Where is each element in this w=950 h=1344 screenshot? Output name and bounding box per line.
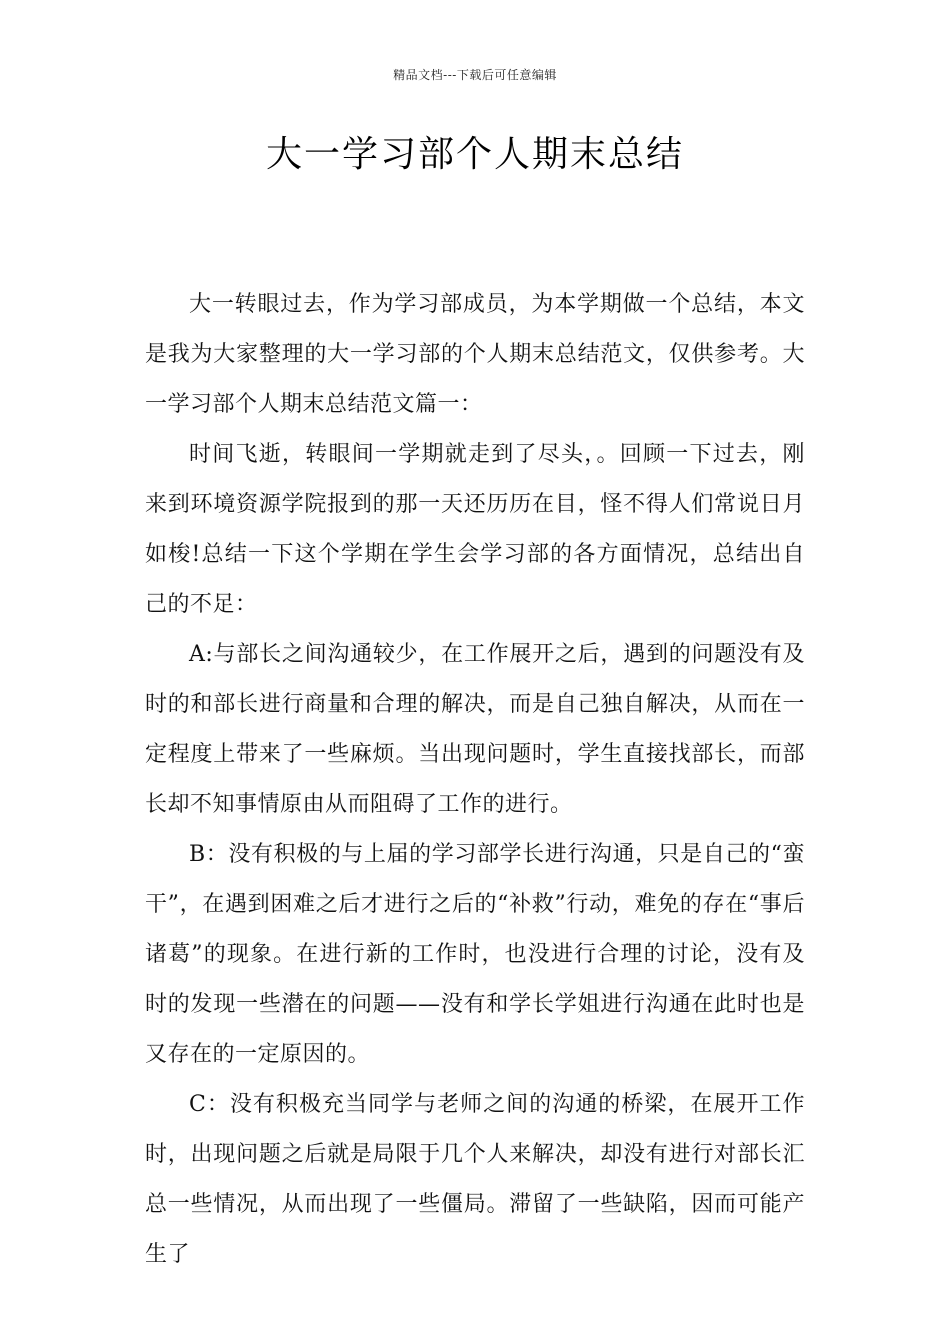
document-title: 大一学习部个人期末总结 bbox=[265, 134, 684, 175]
paragraph-review: 时间飞逝，转眼间一学期就走到了尽头，。回顾一下过去，刚来到环境资源学院报到的那一天还历历在目，怪不得人们常说日月如梭!总结一下这个学期在学生会学习部的各方面情况，总结出自己的不足： bbox=[145, 442, 805, 617]
paragraph-point-a: A:与部长之间沟通较少，在工作展开之后，遇到的问题没有及时的和部长进行商量和合理的解决，而是自己独自解决，从而在一定程度上带来了一些麻烦。当出现问题时，学生直接找部长，而部长却不知事情原由从而阻碍了工作的进行。 bbox=[145, 642, 805, 817]
paragraph-intro: 大一转眼过去，作为学习部成员，为本学期做一个总结，本文是我为大家整理的大一学习部的个人期末总结范文，仅供参考。大一学习部个人期末总结范文篇一： bbox=[145, 292, 805, 417]
paragraph-point-b: B：没有积极的与上届的学习部学长进行沟通，只是自己的“蛮干”，在遇到困难之后才进行之后的“补救”行动，难免的存在“事后诸葛”的现象。在进行新的工作时，也没进行合理的讨论，没有及时的发现一些潜在的问题——没有和学长学姐进行沟通在此时也是又存在的一定原因的。 bbox=[145, 842, 805, 1067]
page-header-note: 精品文档---下载后可任意编辑 bbox=[393, 68, 557, 82]
document-body bbox=[145, 280, 805, 1280]
paragraph-point-c: C：没有积极充当同学与老师之间的沟通的桥梁，在展开工作时，出现问题之后就是局限于几个人来解决，却没有进行对部长汇总一些情况，从而出现了一些僵局。滞留了一些缺陷，因而可能产生了 bbox=[145, 1092, 805, 1267]
